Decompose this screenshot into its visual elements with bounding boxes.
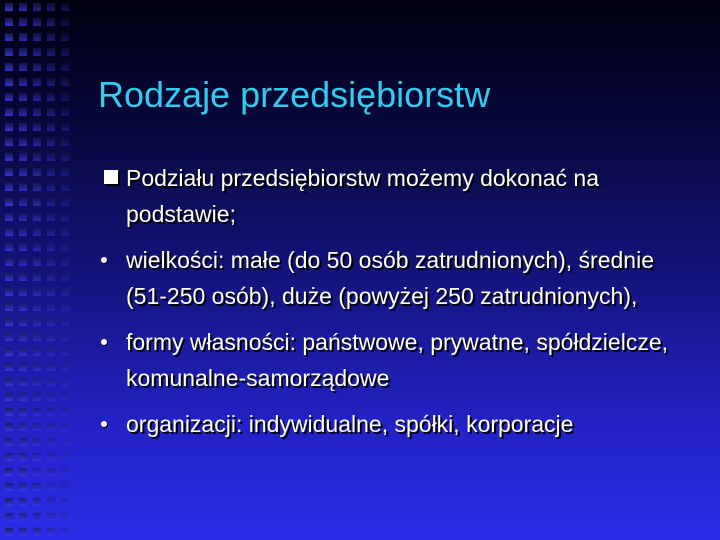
decorative-square <box>47 198 55 206</box>
decorative-square <box>5 78 13 86</box>
decorative-square <box>47 498 55 506</box>
decorative-square <box>47 288 55 296</box>
decorative-square <box>5 123 13 131</box>
decorative-square <box>33 483 41 491</box>
decorative-square <box>5 378 13 386</box>
decorative-square <box>61 198 69 206</box>
decorative-square <box>61 243 69 251</box>
decorative-square <box>47 33 55 41</box>
decorative-square <box>19 528 27 536</box>
decorative-square <box>61 48 69 56</box>
decorative-square <box>19 468 27 476</box>
slide-title: Rodzaje przedsiębiorstw <box>98 74 491 115</box>
decorative-square <box>61 93 69 101</box>
decorative-square <box>19 243 27 251</box>
decorative-square <box>19 78 27 86</box>
decorative-square <box>33 183 41 191</box>
decorative-square <box>19 393 27 401</box>
decorative-square <box>61 303 69 311</box>
decorative-square <box>19 48 27 56</box>
decorative-square <box>47 123 55 131</box>
decorative-square <box>33 468 41 476</box>
decorative-square <box>19 228 27 236</box>
decorative-square <box>61 348 69 356</box>
decorative-square <box>5 3 13 11</box>
decorative-square <box>47 258 55 266</box>
decorative-square <box>61 228 69 236</box>
decorative-square <box>5 228 13 236</box>
decorative-square <box>33 78 41 86</box>
decorative-square <box>19 408 27 416</box>
decorative-square <box>47 393 55 401</box>
decorative-square <box>19 123 27 131</box>
bullet-text: formy własności: państwowe, prywatne, spółdzielcze, komunalne-samorządowe <box>126 329 669 391</box>
decorative-square <box>47 303 55 311</box>
decorative-square <box>19 438 27 446</box>
decorative-square <box>61 393 69 401</box>
decorative-square <box>47 138 55 146</box>
decorative-square <box>33 273 41 281</box>
decorative-square <box>5 33 13 41</box>
decorative-square <box>47 243 55 251</box>
decorative-square <box>19 288 27 296</box>
decorative-square <box>5 498 13 506</box>
decorative-square <box>47 513 55 521</box>
decorative-square <box>19 363 27 371</box>
decorative-square <box>33 408 41 416</box>
bullet-list <box>98 160 698 452</box>
decorative-square <box>19 423 27 431</box>
decorative-square <box>61 498 69 506</box>
decorative-square <box>33 438 41 446</box>
decorative-square <box>61 63 69 71</box>
decorative-square <box>5 423 13 431</box>
decorative-square <box>19 453 27 461</box>
decorative-square <box>61 378 69 386</box>
decorative-square <box>5 93 13 101</box>
decorative-square <box>5 513 13 521</box>
decorative-square <box>5 243 13 251</box>
decorative-square <box>5 528 13 536</box>
decorative-square <box>5 108 13 116</box>
decorative-square <box>5 183 13 191</box>
decorative-square <box>47 213 55 221</box>
decorative-square <box>33 513 41 521</box>
decorative-square <box>19 348 27 356</box>
decorative-square <box>19 138 27 146</box>
decorative-square <box>33 333 41 341</box>
decorative-square <box>61 183 69 191</box>
decorative-square <box>5 63 13 71</box>
decorative-square <box>5 483 13 491</box>
decorative-square <box>19 63 27 71</box>
decorative-square <box>19 33 27 41</box>
bullet-text: wielkości: małe (do 50 osób zatrudnionych), średnie (51-250 osób), duże (powyżej 250 zatrudnionych), <box>126 247 654 309</box>
decorative-square <box>33 3 41 11</box>
decorative-square <box>33 108 41 116</box>
decorative-square <box>47 363 55 371</box>
decorative-square <box>61 168 69 176</box>
decorative-square <box>33 258 41 266</box>
bullet-item-ownership <box>98 324 698 396</box>
square-pattern <box>0 0 86 540</box>
decorative-square <box>5 438 13 446</box>
decorative-square <box>19 198 27 206</box>
dot-bullet-icon <box>101 257 107 263</box>
decorative-square <box>33 303 41 311</box>
decorative-square <box>19 93 27 101</box>
decorative-square <box>5 168 13 176</box>
dot-bullet-icon <box>101 339 107 345</box>
decorative-square <box>19 183 27 191</box>
decorative-square <box>33 378 41 386</box>
decorative-square <box>5 153 13 161</box>
decorative-square <box>5 393 13 401</box>
decorative-square <box>19 483 27 491</box>
decorative-square <box>33 363 41 371</box>
decorative-square <box>19 213 27 221</box>
decorative-square <box>5 48 13 56</box>
decorative-square <box>61 3 69 11</box>
decorative-square <box>47 423 55 431</box>
decorative-square <box>47 318 55 326</box>
decorative-square <box>61 288 69 296</box>
decorative-square <box>61 333 69 341</box>
decorative-square <box>47 153 55 161</box>
decorative-square <box>5 408 13 416</box>
decorative-square <box>61 483 69 491</box>
decorative-square <box>33 63 41 71</box>
decorative-square <box>33 213 41 221</box>
decorative-square <box>47 468 55 476</box>
decorative-square <box>33 33 41 41</box>
decorative-square <box>61 18 69 26</box>
decorative-square <box>33 498 41 506</box>
decorative-square <box>61 438 69 446</box>
decorative-square <box>19 333 27 341</box>
decorative-square <box>33 228 41 236</box>
decorative-square <box>5 303 13 311</box>
dot-bullet-icon <box>101 421 107 427</box>
decorative-square <box>61 513 69 521</box>
decorative-square <box>47 18 55 26</box>
decorative-square <box>61 33 69 41</box>
decorative-square <box>33 198 41 206</box>
decorative-square <box>61 453 69 461</box>
decorative-square <box>33 318 41 326</box>
decorative-square <box>61 423 69 431</box>
decorative-square <box>61 363 69 371</box>
decorative-square <box>47 63 55 71</box>
decorative-square <box>47 183 55 191</box>
decorative-square <box>33 48 41 56</box>
decorative-square <box>47 348 55 356</box>
decorative-square <box>61 408 69 416</box>
decorative-square <box>61 138 69 146</box>
decorative-square <box>19 513 27 521</box>
decorative-square <box>33 453 41 461</box>
decorative-square <box>47 228 55 236</box>
decorative-square <box>19 108 27 116</box>
decorative-square <box>33 168 41 176</box>
decorative-square <box>47 78 55 86</box>
decorative-square <box>19 168 27 176</box>
decorative-square <box>61 273 69 281</box>
decorative-square <box>19 153 27 161</box>
decorative-square <box>5 333 13 341</box>
decorative-square <box>33 93 41 101</box>
decorative-square <box>47 378 55 386</box>
decorative-square-strip <box>0 0 86 540</box>
decorative-square <box>47 333 55 341</box>
decorative-square <box>47 453 55 461</box>
decorative-square <box>19 3 27 11</box>
decorative-square <box>5 453 13 461</box>
decorative-square <box>47 168 55 176</box>
decorative-square <box>47 528 55 536</box>
bullet-item-organization <box>98 406 698 442</box>
decorative-square <box>19 303 27 311</box>
square-bullet-icon <box>104 170 118 184</box>
decorative-square <box>33 18 41 26</box>
decorative-square <box>47 483 55 491</box>
decorative-square <box>19 378 27 386</box>
decorative-square <box>61 468 69 476</box>
decorative-square <box>5 318 13 326</box>
decorative-square <box>5 213 13 221</box>
decorative-square <box>33 393 41 401</box>
decorative-square <box>19 498 27 506</box>
bullet-item-intro <box>98 160 698 232</box>
decorative-square <box>47 108 55 116</box>
decorative-square <box>5 258 13 266</box>
bullet-item-size <box>98 242 698 314</box>
decorative-square <box>33 243 41 251</box>
decorative-square <box>47 93 55 101</box>
decorative-square <box>61 318 69 326</box>
decorative-square <box>33 423 41 431</box>
decorative-square <box>47 408 55 416</box>
decorative-square <box>19 273 27 281</box>
decorative-square <box>5 138 13 146</box>
bullet-text: organizacji: indywidualne, spółki, korporacje <box>126 411 574 437</box>
decorative-square <box>33 348 41 356</box>
decorative-square <box>61 108 69 116</box>
decorative-square <box>5 198 13 206</box>
decorative-square <box>61 78 69 86</box>
decorative-square <box>33 138 41 146</box>
decorative-square <box>47 48 55 56</box>
decorative-square <box>47 273 55 281</box>
decorative-square <box>61 123 69 131</box>
bullet-text: Podziału przedsiębiorstw możemy dokonać na podstawie; <box>126 165 600 227</box>
decorative-square <box>47 3 55 11</box>
decorative-square <box>33 123 41 131</box>
decorative-square <box>33 528 41 536</box>
decorative-square <box>19 18 27 26</box>
decorative-square <box>33 288 41 296</box>
decorative-square <box>19 258 27 266</box>
decorative-square <box>33 153 41 161</box>
decorative-square <box>5 348 13 356</box>
decorative-square <box>61 528 69 536</box>
decorative-square <box>5 288 13 296</box>
decorative-square <box>5 468 13 476</box>
decorative-square <box>19 318 27 326</box>
decorative-square <box>61 258 69 266</box>
decorative-square <box>61 153 69 161</box>
decorative-square <box>5 273 13 281</box>
decorative-square <box>47 438 55 446</box>
decorative-square <box>5 18 13 26</box>
decorative-square <box>5 363 13 371</box>
decorative-square <box>61 213 69 221</box>
